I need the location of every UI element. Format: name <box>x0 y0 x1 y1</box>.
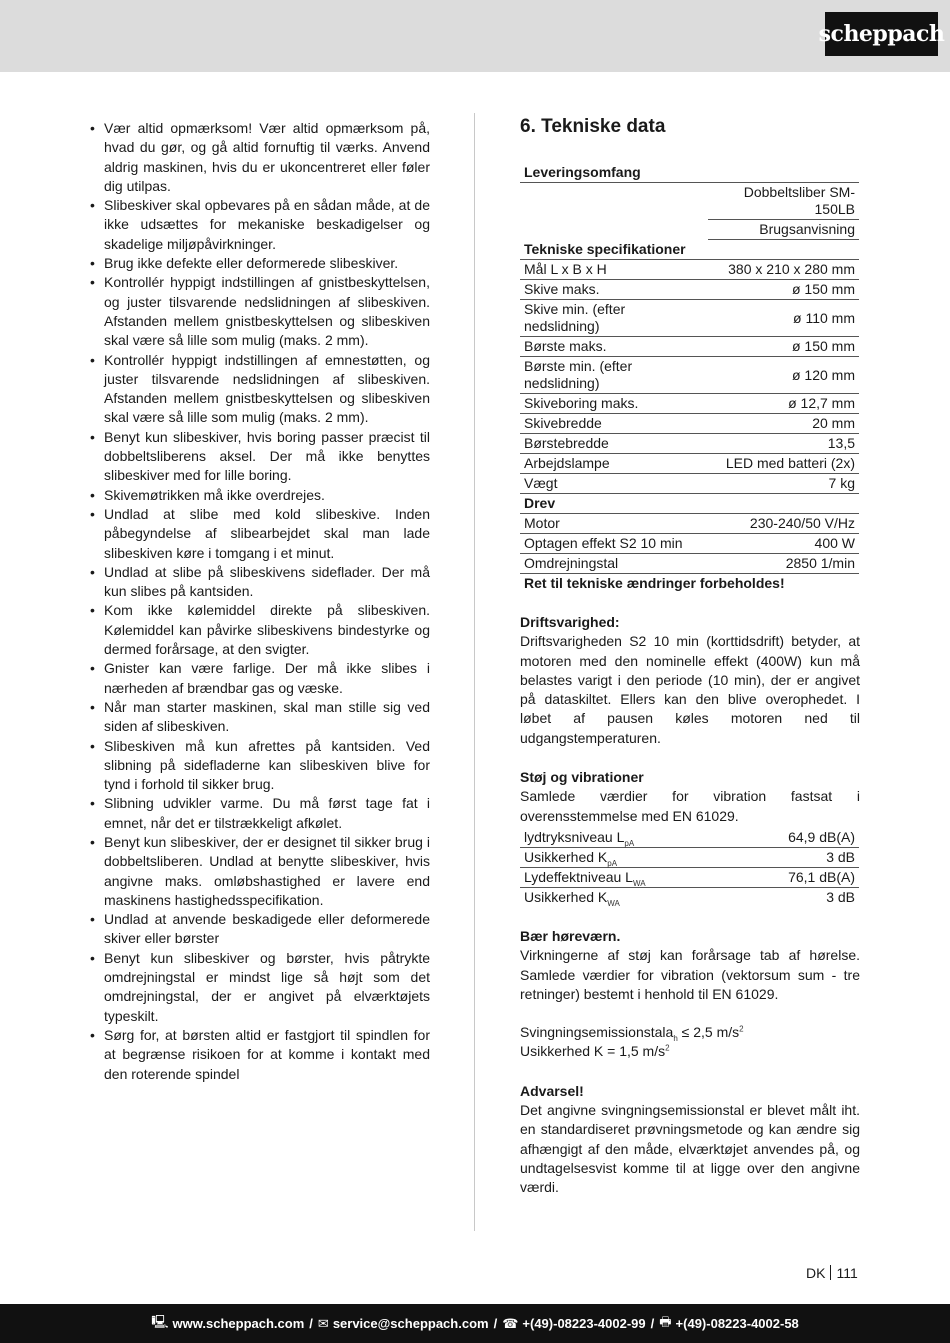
list-item: • Slibeskiven må kun afrettes på kantsiden. Ved slibning på sidefladerne kan slibeskiven blive for tynd i forhold til sikker brug. <box>88 737 430 795</box>
list-item: • Kontrollér hyppigt indstillingen af emnestøtten, og juster tilsvarende nedslidningen af slibeskiven. Afstanden mellem gnistbeskyttelsen og slibeskiven skal være så lille som mulig (maks. 2 mm). <box>88 351 430 428</box>
page-number-divider <box>830 1265 831 1280</box>
footer-separator: / <box>650 1316 655 1331</box>
list-item: • Undlad at anvende beskadigede eller deformerede skiver eller børster <box>88 910 430 949</box>
table-row <box>520 163 859 183</box>
scope-item: Dobbeltsliber SM-150LB <box>708 183 859 220</box>
table-row <box>520 280 859 300</box>
noise-label <box>520 828 735 848</box>
list-item: • Gnister kan være farlige. Der må ikke slibes i nærheden af brændbar gas og væske. <box>88 659 430 698</box>
spec-label: Motor <box>520 514 708 534</box>
reserve-note: Ret til tekniske ændringer forbeholdes! <box>524 575 785 591</box>
spec-table <box>520 163 859 593</box>
list-item: • Skivemøtrikken må ikke overdrejes. <box>88 486 430 505</box>
list-item: • Undlad at slibe på slibeskivens sideflader. Der må kun slibes på kantsiden. <box>88 563 430 602</box>
spec-label: Optagen effekt S2 10 min <box>520 534 708 554</box>
table-row <box>520 494 859 514</box>
spec-label: Mål L x B x H <box>520 260 708 280</box>
duty-heading: Driftsvarighed: <box>520 614 620 630</box>
spec-label: Skiveboring maks. <box>520 394 708 414</box>
page-lang: DK <box>806 1265 826 1281</box>
list-item: • Kom ikke kølemiddel direkte på slibeskiven. Kølemiddel kan påvirke slibeskivens bindestyrke og dermed forårsage, at den svigter. <box>88 601 430 659</box>
footer-email[interactable]: service@scheppach.com <box>332 1316 489 1331</box>
column-divider <box>474 113 475 1231</box>
noise-label-text: lydtryksniveau L <box>524 828 625 845</box>
table-row <box>520 260 859 280</box>
tech-data-column <box>520 115 860 1198</box>
table-row <box>520 240 859 260</box>
hearing-heading: Bær høreværn. <box>520 927 621 944</box>
blank-cell <box>520 183 708 220</box>
list-item: • Sørg for, at børsten altid er fastgjort til spindlen for at begrænse risikoen for at komme i kontakt med den roterende spindel <box>88 1026 430 1084</box>
footer-separator: / <box>493 1316 498 1331</box>
spec-label: Børste min. (efter nedslidning) <box>520 357 708 394</box>
noise-table <box>520 828 859 907</box>
footer-separator: / <box>309 1316 313 1331</box>
footer-bar <box>0 1304 950 1343</box>
table-row <box>520 220 859 240</box>
table-row <box>520 337 859 357</box>
spec-value: 380 x 210 x 280 mm <box>708 260 859 280</box>
safety-bullet-list <box>88 119 430 1084</box>
table-row <box>520 574 859 594</box>
noise-intro: Samlede værdier for vibration fastsat i overensstemmelse med EN 61029. <box>520 788 860 824</box>
noise-label-sub: WA <box>632 878 646 888</box>
table-row <box>520 887 859 907</box>
computer-icon: 🖳 <box>151 1313 169 1329</box>
noise-heading: Støj og vibrationer <box>520 769 644 786</box>
list-item: • Slibeskiver skal opbevares på en sådan måde, at de ikke udsættes for mekaniske beskadigelser og skadelige miljøpåvirkninger. <box>88 196 430 254</box>
list-item: • Benyt kun slibeskiver, der er designet til sikker brug i dobbeltsliberen. Undlad at benytte slibeskiver, hvis angivne maks. omløbshastighed er lavere end maskinens hastighedsspecifikation. <box>88 833 430 910</box>
spec-value: 400 W <box>708 534 859 554</box>
spec-value: ø 120 mm <box>708 357 859 394</box>
spec-value: 230-240/50 V/Hz <box>708 514 859 534</box>
table-row <box>520 434 859 454</box>
spec-label: Børstebredde <box>520 434 708 454</box>
email-icon: ✉ <box>317 1315 329 1331</box>
blank-cell <box>520 220 708 240</box>
uncertainty-value: Usikkerhed K = 1,5 m/s <box>520 1043 666 1060</box>
footer-phone: +(49)-08223-4002-99 <box>522 1316 646 1331</box>
table-row <box>520 534 859 554</box>
vibration-label: Svingningsemissionstala <box>520 1024 674 1041</box>
noise-value: 64,9 dB(A) <box>735 828 859 848</box>
spec-label: Skivebredde <box>520 414 708 434</box>
vibration-sub: h <box>673 1033 678 1043</box>
header-band <box>0 0 950 72</box>
table-row <box>520 414 859 434</box>
logo-text: scheppach <box>818 21 945 47</box>
spec-value: 7 kg <box>708 474 859 494</box>
list-item: • Kontrollér hyppigt indstillingen af gnistbeskyttelsen, og juster tilsvarende nedslidningen af slibeskiven. Afstanden mellem gnistbeskyttelsen og slibeskiven skal være så lille som mulig (maks. 2 mm). <box>88 273 430 350</box>
warning-text: Det angivne svingningsemissionstal er blevet målt iht. en standardiseret prøvningsmetode og kan ændre sig afhængigt af den måde, elværktøjet anvendes på, og undtagelsesvist komme til at ligge over den angivne værdi. <box>520 1102 860 1196</box>
table-row <box>520 828 859 848</box>
spec-value: 2850 1/min <box>708 554 859 574</box>
page-num: 111 <box>836 1265 858 1281</box>
spec-value: ø 150 mm <box>708 337 859 357</box>
vibration-line <box>520 1023 860 1042</box>
hearing-text: Virkningerne af støj kan forårsage tab af hørelse. Samlede værdier for vibration (vektorsum sum - tre retninger) bestemt i henhold til EN 61029. <box>520 947 860 1002</box>
table-row <box>520 514 859 534</box>
duty-text: Driftsvarigheden S2 10 min (korttidsdrift) betyder, at motoren med den nominelle effekt (400W) kun må belastes varigt i den periode (10 min), der er angivet på dataskiltet. Ellers kan den blive overophedet. I løbet af pausen køles motoren ned til udgangstemperaturen. <box>520 633 860 746</box>
noise-label <box>520 887 735 907</box>
table-row <box>520 554 859 574</box>
spec-value: 20 mm <box>708 414 859 434</box>
list-item: • Slibning udvikler varme. Du må først tage fat i emnet, når det er tilstrækkeligt afkølet. <box>88 794 430 833</box>
footer-fax: +(49)-08223-4002-58 <box>675 1316 799 1331</box>
spec-heading: Tekniske specifikationer <box>520 240 859 260</box>
table-row <box>520 183 859 220</box>
list-item: • Vær altid opmærksom! Vær altid opmærksom på, hvad du gør, og gå altid fornuftig til værks. Anvend aldrig maskinen, hvis du er ukoncentreret eller føler dig utilpas. <box>88 119 430 196</box>
list-item: • Undlad at slibe med kold slibeskive. Inden påbegyndelse af slibearbejdet skal man lade slibeskiven køre i tomgang i et minut. <box>88 505 430 563</box>
table-row <box>520 474 859 494</box>
fax-icon: 🖶 <box>659 1313 672 1329</box>
noise-value: 3 dB <box>826 888 855 905</box>
uncertainty-sup: 2 <box>665 1043 670 1053</box>
table-row <box>520 867 859 887</box>
spec-label: Omdrejningstal <box>520 554 708 574</box>
scope-item: Brugsanvisning <box>708 220 859 240</box>
uncertainty-line <box>520 1042 860 1061</box>
table-row <box>520 394 859 414</box>
noise-label <box>520 867 735 887</box>
vibration-value: ≤ 2,5 m/s <box>677 1024 740 1041</box>
noise-value: 76,1 dB(A) <box>735 867 859 887</box>
table-row <box>520 454 859 474</box>
warning-heading: Advarsel! <box>520 1082 584 1099</box>
noise-label-text: Lydeffektniveau L <box>524 868 633 885</box>
table-row <box>520 357 859 394</box>
spec-value: ø 150 mm <box>708 280 859 300</box>
phone-icon: ☎ <box>502 1315 519 1331</box>
scope-heading: Leveringsomfang <box>520 163 859 183</box>
drive-heading: Drev <box>520 494 859 514</box>
page-number <box>806 1265 858 1281</box>
spec-value: ø 110 mm <box>708 300 859 337</box>
vibration-sup: 2 <box>739 1024 744 1034</box>
section-title: 6. Tekniske data <box>520 116 666 137</box>
noise-label-sub: pA <box>607 858 618 868</box>
noise-label-sub: WA <box>607 898 620 908</box>
spec-label: Arbejdslampe <box>520 454 708 474</box>
spec-value: ø 12,7 mm <box>708 394 859 414</box>
list-item: • Benyt kun slibeskiver, hvis boring passer præcist til dobbeltsliberens aksel. Der må ikke benyttes slibeskiver med for lille boring. <box>88 428 430 486</box>
spec-label: Skive min. (efter nedslidning) <box>520 300 708 337</box>
noise-label-text: Usikkerhed K <box>524 848 608 865</box>
noise-label-text: Usikkerhed K <box>524 888 608 905</box>
spec-label: Vægt <box>520 474 708 494</box>
noise-label-sub: pA <box>624 838 635 848</box>
spec-label: Skive maks. <box>520 280 708 300</box>
table-row <box>520 300 859 337</box>
spec-label: Børste maks. <box>520 337 708 357</box>
brand-logo <box>818 12 945 56</box>
spec-value: 13,5 <box>708 434 859 454</box>
noise-label <box>520 847 735 867</box>
list-item: • Brug ikke defekte eller deformerede slibeskiver. <box>88 254 430 273</box>
list-item: • Benyt kun slibeskiver og børster, hvis påtrykte omdrejningstal er mindst lige så højt som det omdrejningstal, der er angivet på elværktøjets typeskilt. <box>88 949 430 1026</box>
noise-value: 3 dB <box>735 847 859 867</box>
footer-web[interactable]: www.scheppach.com <box>172 1316 305 1331</box>
spec-value: LED med batteri (2x) <box>708 454 859 474</box>
table-row <box>520 847 859 867</box>
safety-bullets-column <box>88 119 430 1084</box>
list-item: • Når man starter maskinen, skal man stille sig ved siden af slibeskiven. <box>88 698 430 737</box>
